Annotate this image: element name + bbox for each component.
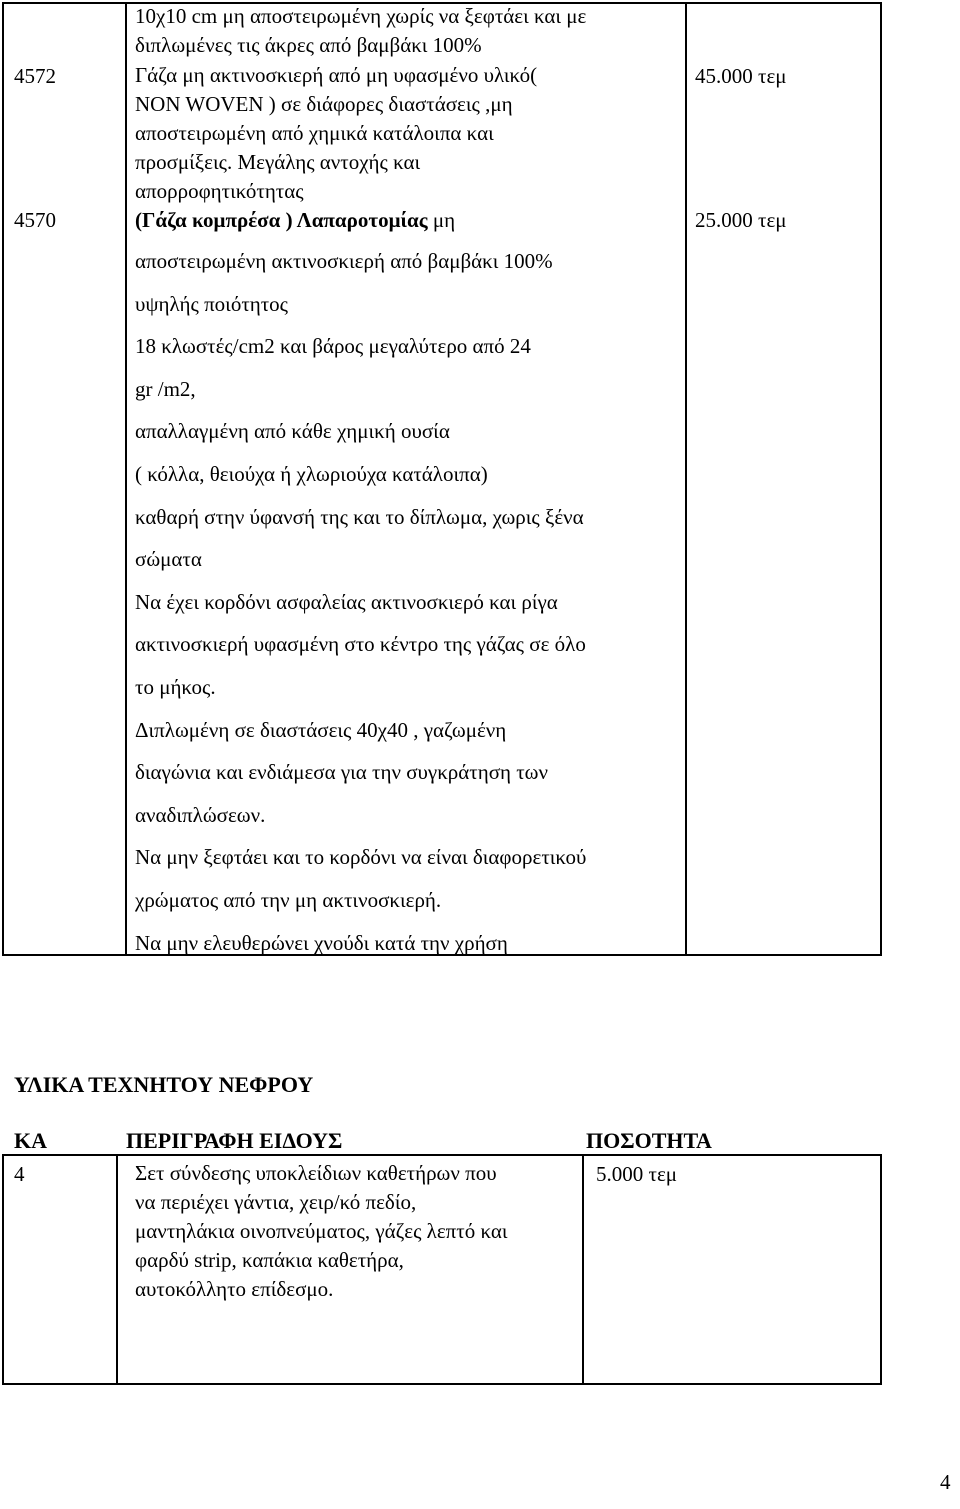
table1-row-description	[135, 240, 586, 964]
description-line: απαλλαγμένη από κάθε χημική ουσία	[135, 419, 450, 444]
title-rest: μη	[427, 208, 456, 232]
description-line: να περιέχει γάντια, χειρ/κό πεδίο,	[135, 1190, 417, 1214]
table2-row-code: 4	[14, 1162, 25, 1186]
table2-top-border	[2, 1154, 882, 1156]
title-bold: (Γάζα κομπρέσα ) Λαπαροτομίας	[135, 208, 428, 232]
table2-col-divider-1	[116, 1154, 118, 1385]
description-line: μαντηλάκια οινοπνεύματος, γάζες λεπτό και	[135, 1219, 508, 1243]
table1-row-description	[135, 2, 586, 60]
description-line: ακτινοσκιερή υφασμένη στο κέντρο της γάζας σε όλο	[135, 632, 586, 657]
table1-row-code: 4572	[14, 64, 56, 88]
description-line: NON WOVEN ) σε διάφορες διαστάσεις ,μη	[135, 92, 513, 116]
description-line: προσμίξεις. Μεγάλης αντοχής και	[135, 150, 421, 174]
table1-right-border	[880, 2, 882, 956]
description-line: αυτοκόλλητο επίδεσμο.	[135, 1277, 334, 1301]
column-header-description: ΠΕΡΙΓΡΑΦΗ ΕΙΔΟΥΣ	[126, 1128, 343, 1153]
description-line: 18 κλωστές/cm2 και βάρος μεγαλύτερο από 24	[135, 334, 531, 359]
description-line: σώματα	[135, 547, 202, 572]
table2-bottom-border	[2, 1383, 882, 1385]
table2-left-border	[2, 1154, 4, 1385]
description-line: αναδιπλώσεων.	[135, 802, 266, 827]
table1-row-title	[135, 207, 455, 233]
description-line: αποστειρωμένη ακτινοσκιερή από βαμβάκι 100%	[135, 249, 553, 273]
description-line: Διπλωμένη σε διαστάσεις 40χ40 , γαζωμένη	[135, 717, 507, 742]
column-header-code: ΚΑ	[14, 1128, 47, 1153]
description-line: χρώματος από την μη ακτινοσκιερή.	[135, 887, 442, 912]
description-line: αποστειρωμένη από χημικά κατάλοιπα και	[135, 121, 494, 145]
description-line: Να μην ξεφτάει και το κορδόνι να είναι διαφορετικού	[135, 845, 587, 870]
section-title: ΥΛΙΚΑ ΤΕΧΝΗΤΟΥ ΝΕΦΡΟΥ	[14, 1072, 314, 1097]
description-line: καθαρή στην ύφανσή της και το δίπλωμα, χωρις ξένα	[135, 504, 584, 529]
table2-row-quantity: 5.000 τεμ	[596, 1162, 678, 1186]
description-line: φαρδύ strip, καπάκια καθετήρα,	[135, 1248, 404, 1272]
description-line: το μήκος.	[135, 674, 216, 699]
description-line: απορροφητικότητας	[135, 179, 304, 203]
table1-row-quantity: 45.000 τεμ	[695, 64, 787, 88]
description-line: Να μην ελευθερώνει χνούδι κατά την χρήση	[135, 930, 508, 955]
page-number: 4	[940, 1470, 951, 1494]
table1-row-code: 4570	[14, 208, 56, 232]
table1-row-description	[135, 61, 537, 206]
description-line: ( κόλλα, θειούχα ή χλωριούχα κατάλοιπα)	[135, 461, 488, 486]
table2-row-description	[135, 1159, 508, 1304]
table2-right-border	[880, 1154, 882, 1385]
description-line: υψηλής ποιότητος	[135, 291, 288, 316]
table1-col-divider-2	[685, 2, 687, 956]
table2-col-divider-2	[582, 1154, 584, 1385]
table1-left-border	[2, 2, 4, 956]
description-line: gr /m2,	[135, 376, 196, 401]
description-line: Να έχει κορδόνι ασφαλείας ακτινοσκιερό και ρίγα	[135, 589, 558, 614]
table1-row-quantity: 25.000 τεμ	[695, 208, 787, 232]
table1-col-divider-1	[125, 2, 127, 956]
description-line: διπλωμένες τις άκρες από βαμβάκι 100%	[135, 33, 482, 57]
description-line: 10χ10 cm μη αποστειρωμένη χωρίς να ξεφτάει και με	[135, 4, 587, 28]
column-header-quantity: ΠΟΣΟΤΗΤΑ	[586, 1128, 712, 1153]
description-line: διαγώνια και ενδιάμεσα για την συγκράτηση των	[135, 760, 548, 785]
description-line: Γάζα μη ακτινοσκιερή από μη υφασμένο υλικό(	[135, 63, 538, 87]
description-line: Σετ σύνδεσης υποκλείδιων καθετήρων που	[135, 1161, 497, 1185]
